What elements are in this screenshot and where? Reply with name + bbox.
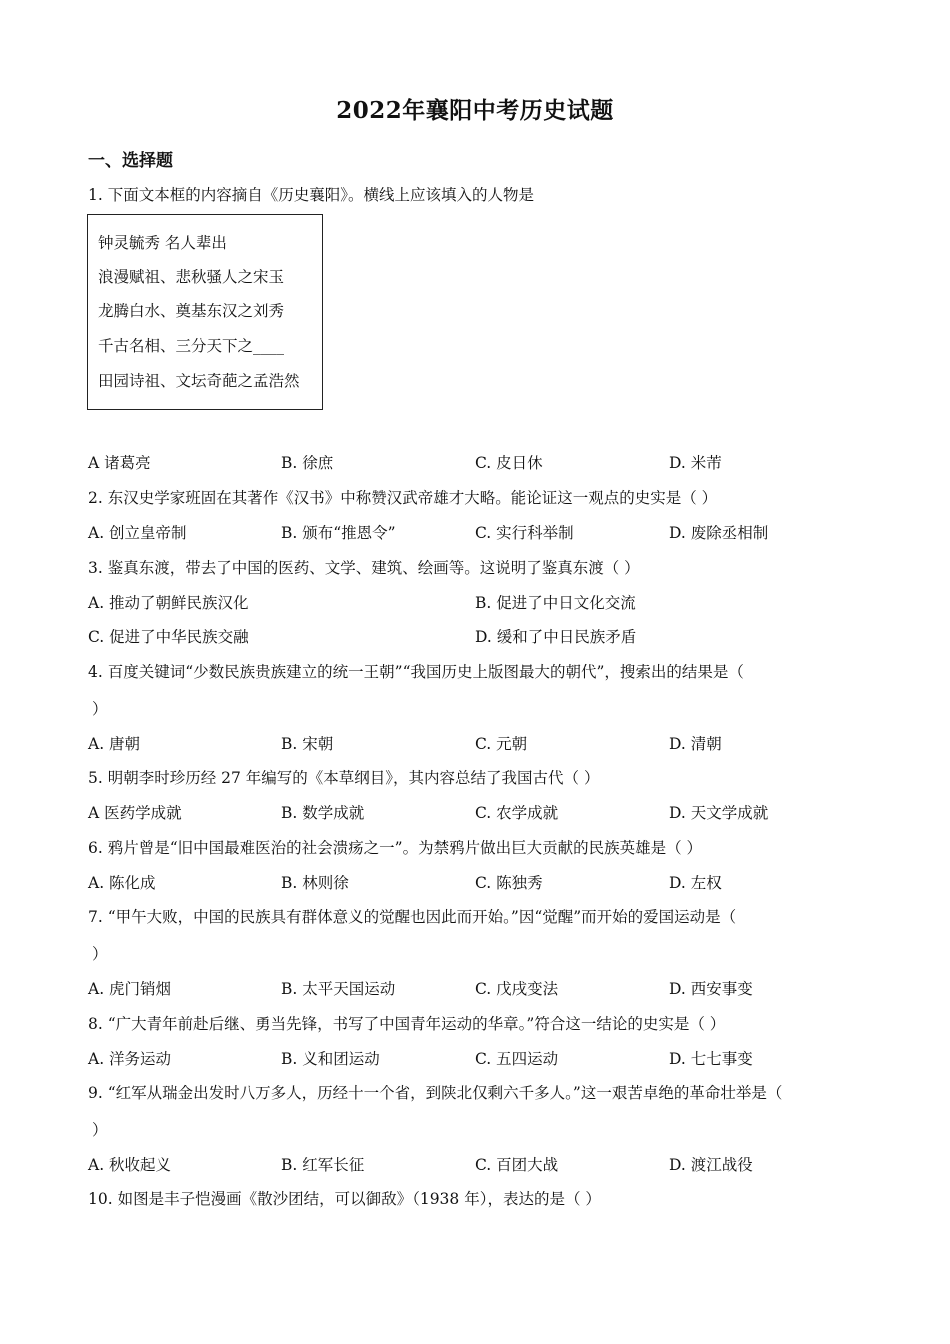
question-10-stem: 10. 如图是丰子恺漫画《散沙团结，可以御敌》（1938 年），表达的是（ ）	[88, 1190, 601, 1208]
option-c: C. 百团大战	[475, 1156, 559, 1174]
option-d: D. 七七事变	[669, 1050, 753, 1068]
option-d: D. 左权	[669, 874, 722, 892]
question-7-stem-cont: ）	[92, 945, 108, 963]
question-5-stem: 5. 明朝李时珍历经 27 年编写的《本草纲目》，其内容总结了我国古代（ ）	[88, 769, 600, 787]
option-a: A. 陈化成	[88, 874, 156, 892]
question-2-stem: 2. 东汉史学家班固在其著作《汉书》中称赞汉武帝雄才大略。能论证这一观点的史实是（ ）	[88, 489, 718, 507]
option-a: A. 秋收起义	[88, 1156, 172, 1174]
option-b: B. 促进了中日文化交流	[475, 594, 636, 612]
quote-line: 千古名相、三分天下之____	[98, 337, 285, 355]
option-c: C. 陈独秀	[475, 874, 543, 892]
option-d: D. 清朝	[669, 735, 722, 753]
quote-line: 浪漫赋祖、悲秋骚人之宋玉	[98, 268, 285, 286]
option-c: C. 农学成就	[475, 804, 559, 822]
quote-box	[87, 214, 323, 410]
option-b: B. 徐庶	[281, 454, 334, 472]
option-b: B. 太平天国运动	[281, 980, 396, 998]
quote-line: 钟灵毓秀 名人辈出	[98, 234, 227, 252]
option-c: C. 元朝	[475, 735, 528, 753]
question-4-stem: 4. 百度关键词“少数民族贵族建立的统一王朝”“我国历史上版图最大的朝代”，搜索出的结果是（	[88, 663, 744, 681]
section-heading: 一、选择题	[88, 151, 173, 171]
option-a: A. 创立皇帝制	[88, 524, 187, 542]
option-c: C. 促进了中华民族交融	[88, 628, 249, 646]
option-b: B. 宋朝	[281, 735, 334, 753]
option-d: D. 天文学成就	[669, 804, 769, 822]
option-d: D. 西安事变	[669, 980, 753, 998]
question-1-stem: 1. 下面文本框的内容摘自《历史襄阳》。横线上应该填入的人物是	[88, 186, 534, 204]
option-d: D. 米芾	[669, 454, 722, 472]
option-a: A 诸葛亮	[88, 454, 151, 472]
option-a: A. 唐朝	[88, 735, 141, 753]
option-d: D. 缓和了中日民族矛盾	[475, 628, 637, 646]
option-d: D. 废除丞相制	[669, 524, 769, 542]
option-b: B. 红军长征	[281, 1156, 365, 1174]
option-c: C. 皮日休	[475, 454, 543, 472]
option-c: C. 五四运动	[475, 1050, 559, 1068]
option-c: C. 实行科举制	[475, 524, 574, 542]
question-8-stem: 8. “广大青年前赴后继、勇当先锋，书写了中国青年运动的华章。”符合这一结论的史实是（ ）	[88, 1015, 726, 1033]
option-a: A. 洋务运动	[88, 1050, 172, 1068]
question-4-stem-cont: ）	[92, 700, 108, 718]
option-b: B. 数学成就	[281, 804, 365, 822]
question-6-stem: 6. 鸦片曾是“旧中国最难医治的社会溃疡之一”。为禁鸦片做出巨大贡献的民族英雄是（ ）	[88, 839, 702, 857]
option-c: C. 戊戌变法	[475, 980, 559, 998]
option-b: B. 林则徐	[281, 874, 349, 892]
option-a: A. 虎门销烟	[88, 980, 172, 998]
page-title: 2022年襄阳中考历史试题	[336, 97, 614, 124]
question-7-stem: 7. “甲午大败，中国的民族具有群体意义的觉醒也因此而开始。”因“觉醒”而开始的爱国运动是（	[88, 908, 737, 926]
quote-line: 龙腾白水、奠基东汉之刘秀	[98, 302, 285, 320]
option-b: B. 颁布“推恩令”	[281, 524, 396, 542]
question-3-stem: 3. 鉴真东渡，带去了中国的医药、文学、建筑、绘画等。这说明了鉴真东渡（ ）	[88, 559, 640, 577]
option-d: D. 渡江战役	[669, 1156, 753, 1174]
question-9-stem-cont: ）	[92, 1121, 108, 1139]
quote-line: 田园诗祖、文坛奇葩之孟浩然	[98, 372, 300, 390]
question-9-stem: 9. “红军从瑞金出发时八万多人，历经十一个省，到陕北仅剩六千多人。”这一艰苦卓绝的革命壮举是（	[88, 1084, 783, 1102]
option-b: B. 义和团运动	[281, 1050, 380, 1068]
option-a: A 医药学成就	[88, 804, 182, 822]
option-a: A. 推动了朝鲜民族汉化	[88, 594, 249, 612]
